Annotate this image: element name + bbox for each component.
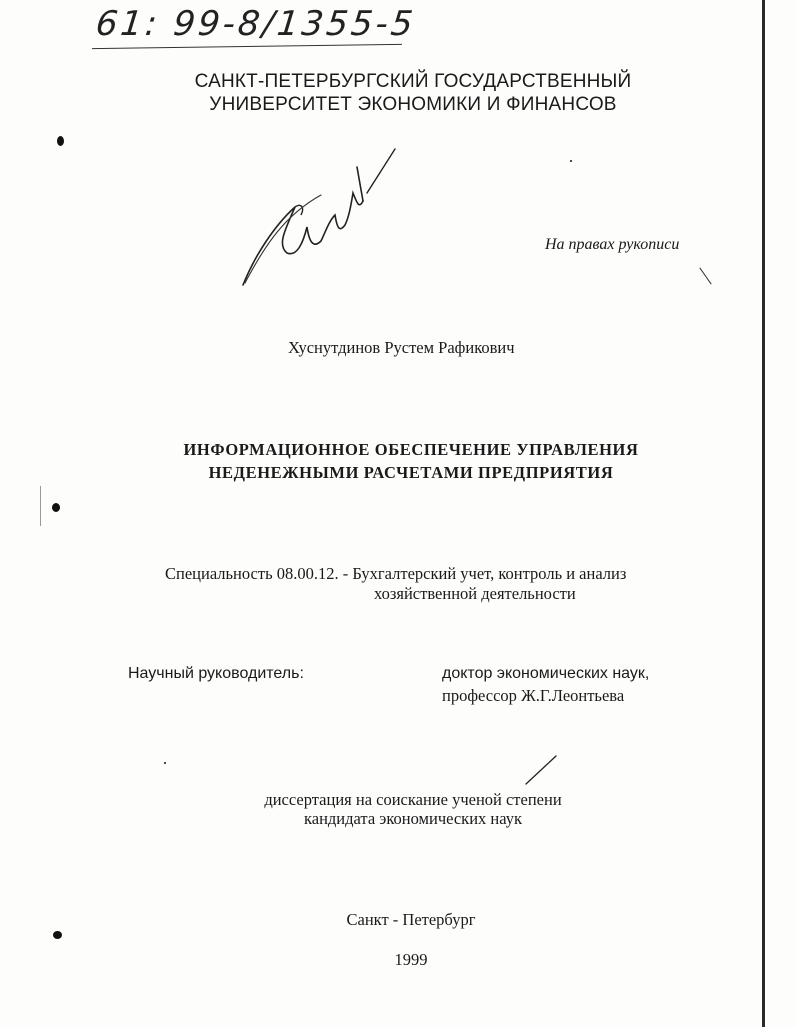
- scan-mark: [53, 931, 62, 939]
- advisor-label: Научный руководитель:: [128, 665, 304, 682]
- university-name-line2: УНИВЕРСИТЕТ ЭКОНОМИКИ И ФИНАНСОВ: [209, 94, 617, 115]
- author-name: Хуснутдинов Рустем Рафикович: [288, 338, 515, 357]
- archive-number-handwritten: 61: 99-8/1355-5: [93, 4, 418, 44]
- scan-mark: [52, 503, 60, 512]
- scan-dot: [570, 160, 572, 162]
- signature: [225, 145, 425, 295]
- degree-statement-line1: диссертация на соискание ученой степени: [264, 790, 562, 809]
- dissertation-title-line1: ИНФОРМАЦИОННОЕ ОБЕСПЕЧЕНИЕ УПРАВЛЕНИЯ: [183, 440, 639, 459]
- city: Санкт - Петербург: [346, 910, 476, 929]
- scan-line: [40, 486, 41, 526]
- scan-dot: [164, 762, 166, 764]
- specialty-line1: Специальность 08.00.12. - Бухгалтерский учет, контроль и анализ: [165, 564, 627, 583]
- manuscript-rights-note: На правах рукописи: [545, 236, 680, 253]
- specialty-line2: хозяйственной деятельности: [374, 584, 576, 603]
- scan-line: [699, 268, 711, 285]
- scan-edge-line: [762, 0, 765, 1027]
- dissertation-title-line2: НЕДЕНЕЖНЫМИ РАСЧЕТАМИ ПРЕДПРИЯТИЯ: [208, 463, 614, 482]
- university-name-line1: САНКТ-ПЕТЕРБУРГСКИЙ ГОСУДАРСТВЕННЫЙ: [194, 71, 632, 92]
- scan-mark: [57, 136, 64, 146]
- advisor-name: профессор Ж.Г.Леонтьева: [442, 686, 625, 705]
- advisor-degree: доктор экономических наук,: [442, 665, 650, 682]
- degree-statement-line2: кандидата экономических наук: [303, 809, 522, 828]
- pen-mark: [520, 750, 570, 790]
- archive-number-underline: [92, 44, 402, 49]
- year: 1999: [394, 950, 428, 969]
